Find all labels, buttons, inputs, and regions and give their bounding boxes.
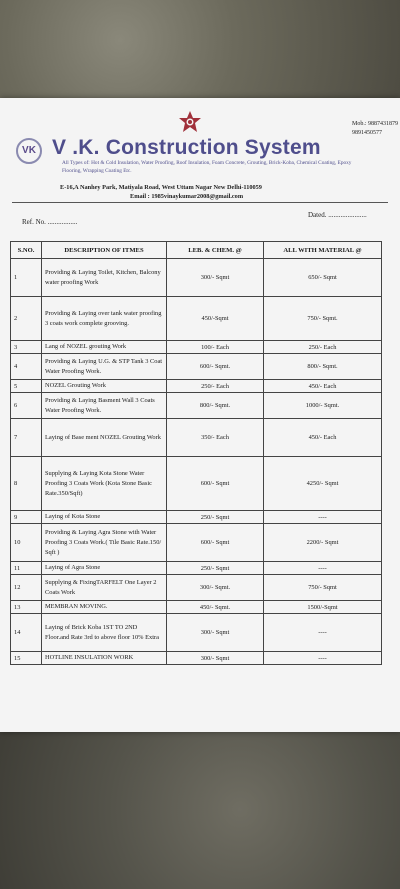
table-header-row bbox=[11, 242, 382, 259]
row-description: Providing & Laying Basment Wall 3 Coats Water Proofing Work. bbox=[42, 393, 167, 419]
row-sno: 9 bbox=[11, 511, 42, 524]
row-description: HOTLINE INSULATION WORK bbox=[42, 652, 167, 665]
background-top bbox=[0, 0, 400, 100]
row-description: Lang of NOZEL grouting Work bbox=[42, 341, 167, 354]
row-leb-rate: 300/- Sqmt. bbox=[167, 575, 264, 601]
table-row bbox=[11, 259, 382, 297]
row-sno: 7 bbox=[11, 419, 42, 457]
row-description: Providing & Laying U.G. & STP Tank 3 Coat Water Proofing Work. bbox=[42, 354, 167, 380]
table-row bbox=[11, 297, 382, 341]
row-sno: 2 bbox=[11, 297, 42, 341]
row-description: Laying of Kota Stone bbox=[42, 511, 167, 524]
row-description: Providing & Laying over tank water proofing 3 coats work complete grooving. bbox=[42, 297, 167, 341]
row-all-rate: ---- bbox=[264, 511, 382, 524]
row-all-rate: 650/- Sqmt bbox=[264, 259, 382, 297]
table-row bbox=[11, 380, 382, 393]
background-bottom bbox=[0, 730, 400, 889]
row-leb-rate: 100/- Each bbox=[167, 341, 264, 354]
rate-table bbox=[10, 241, 382, 665]
row-leb-rate: 250/- Sqmt bbox=[167, 562, 264, 575]
row-description: Supplying & Laying Kota Stone Water Proofing 3 Coats Work (Kota Stone Basic Rate.350/Sqft) bbox=[42, 457, 167, 511]
table-row bbox=[11, 601, 382, 614]
row-sno: 1 bbox=[11, 259, 42, 297]
row-leb-rate: 450/- Sqmt. bbox=[167, 601, 264, 614]
row-leb-rate: 600/- Sqmt bbox=[167, 457, 264, 511]
row-description: MEMBRAN MOVING. bbox=[42, 601, 167, 614]
logo-text: VK bbox=[22, 145, 36, 156]
row-sno: 14 bbox=[11, 614, 42, 652]
row-all-rate: 750/- Sqmt bbox=[264, 575, 382, 601]
email: Email : 1985vinaykumar2008@gmail.com bbox=[130, 193, 244, 200]
row-all-rate: 1000/- Sqmt. bbox=[264, 393, 382, 419]
row-sno: 4 bbox=[11, 354, 42, 380]
dated-field: Dated. ...................... bbox=[308, 211, 367, 219]
row-sno: 8 bbox=[11, 457, 42, 511]
row-description: Laying of Base ment NOZEL Grouting Work bbox=[42, 419, 167, 457]
mobile-1: Mob.: 9887431879 bbox=[351, 121, 398, 127]
table-row bbox=[11, 393, 382, 419]
row-all-rate: 2200/- Sqmt bbox=[264, 524, 382, 562]
row-all-rate: 250/- Each bbox=[264, 341, 382, 354]
row-all-rate: ---- bbox=[264, 614, 382, 652]
mobile-numbers bbox=[352, 120, 398, 138]
mobile-2: 9891450577 bbox=[351, 130, 382, 136]
table-row bbox=[11, 614, 382, 652]
header-divider bbox=[12, 202, 388, 203]
row-description: Supplying & FixingTARFELT One Layer 2 Coats Work bbox=[42, 575, 167, 601]
emblem-icon bbox=[178, 110, 202, 134]
row-description: NOZEL Grouting Work bbox=[42, 380, 167, 393]
table-row bbox=[11, 575, 382, 601]
row-all-rate: 450/- Each bbox=[264, 380, 382, 393]
header-all-material: ALL WITH MATERIAL @ bbox=[264, 242, 382, 259]
row-leb-rate: 600/- Sqmt. bbox=[167, 354, 264, 380]
header-sno: S.NO. bbox=[11, 242, 42, 259]
table-row bbox=[11, 652, 382, 665]
header-leb-chem: LEB. & CHEM. @ bbox=[167, 242, 264, 259]
row-sno: 10 bbox=[11, 524, 42, 562]
row-leb-rate: 300/- Sqmt bbox=[167, 614, 264, 652]
row-all-rate: 4250/- Sqmt bbox=[264, 457, 382, 511]
row-leb-rate: 250/- Sqmt bbox=[167, 511, 264, 524]
row-sno: 5 bbox=[11, 380, 42, 393]
header-description: DESCRIPTION OF ITMES bbox=[42, 242, 167, 259]
row-all-rate: ---- bbox=[264, 652, 382, 665]
row-all-rate: 450/- Each bbox=[264, 419, 382, 457]
row-sno: 11 bbox=[11, 562, 42, 575]
row-all-rate: 1500/-Sqmt bbox=[264, 601, 382, 614]
row-leb-rate: 800/- Sqmt. bbox=[167, 393, 264, 419]
row-sno: 3 bbox=[11, 341, 42, 354]
row-sno: 15 bbox=[11, 652, 42, 665]
logo-icon bbox=[16, 138, 42, 164]
row-sno: 12 bbox=[11, 575, 42, 601]
table-row bbox=[11, 562, 382, 575]
company-name: V .K. Construction System bbox=[52, 136, 321, 159]
row-sno: 6 bbox=[11, 393, 42, 419]
document-page bbox=[0, 98, 400, 732]
row-leb-rate: 600/- Sqmt bbox=[167, 524, 264, 562]
address: E-16,A Nanhey Park, Matiyala Road, West Uttam Nagar New Delhi-110059 bbox=[60, 184, 262, 191]
row-all-rate: 750/- Sqmt. bbox=[264, 297, 382, 341]
row-leb-rate: 300/- Sqmt bbox=[167, 652, 264, 665]
row-leb-rate: 350/- Each bbox=[167, 419, 264, 457]
services-line: All Types of: Hot & Cold Insulation, Water Proofing, Roof Insulation, Foam Concrete, Grouting, Brick-Koba, Chemical Coating, Epoxy Flooring, Wrapping Coating Etc. bbox=[62, 160, 352, 174]
row-leb-rate: 300/- Sqmt bbox=[167, 259, 264, 297]
row-description: Providing & Laying Agra Stone with Water Proofing 3 Coats Work.( Tile Basic Rate.150/ Sqft ) bbox=[42, 524, 167, 562]
table-row bbox=[11, 341, 382, 354]
row-sno: 13 bbox=[11, 601, 42, 614]
row-leb-rate: 450/-Sqmt bbox=[167, 297, 264, 341]
ref-no-field: Ref. No. ................. bbox=[22, 218, 78, 226]
row-description: Providing & Laying Toilet, Kitchen, Balcony water proofing Work bbox=[42, 259, 167, 297]
table-row bbox=[11, 354, 382, 380]
row-leb-rate: 250/- Each bbox=[167, 380, 264, 393]
table-row bbox=[11, 511, 382, 524]
table-row bbox=[11, 419, 382, 457]
row-all-rate: ---- bbox=[264, 562, 382, 575]
row-description: Laying of Agra Stone bbox=[42, 562, 167, 575]
table-row bbox=[11, 524, 382, 562]
table-row bbox=[11, 457, 382, 511]
row-description: Laying of Brick Koba 1ST TO 2ND Floor.and Rate 3rd to above floor 10% Extra bbox=[42, 614, 167, 652]
row-all-rate: 800/- Sqmt. bbox=[264, 354, 382, 380]
